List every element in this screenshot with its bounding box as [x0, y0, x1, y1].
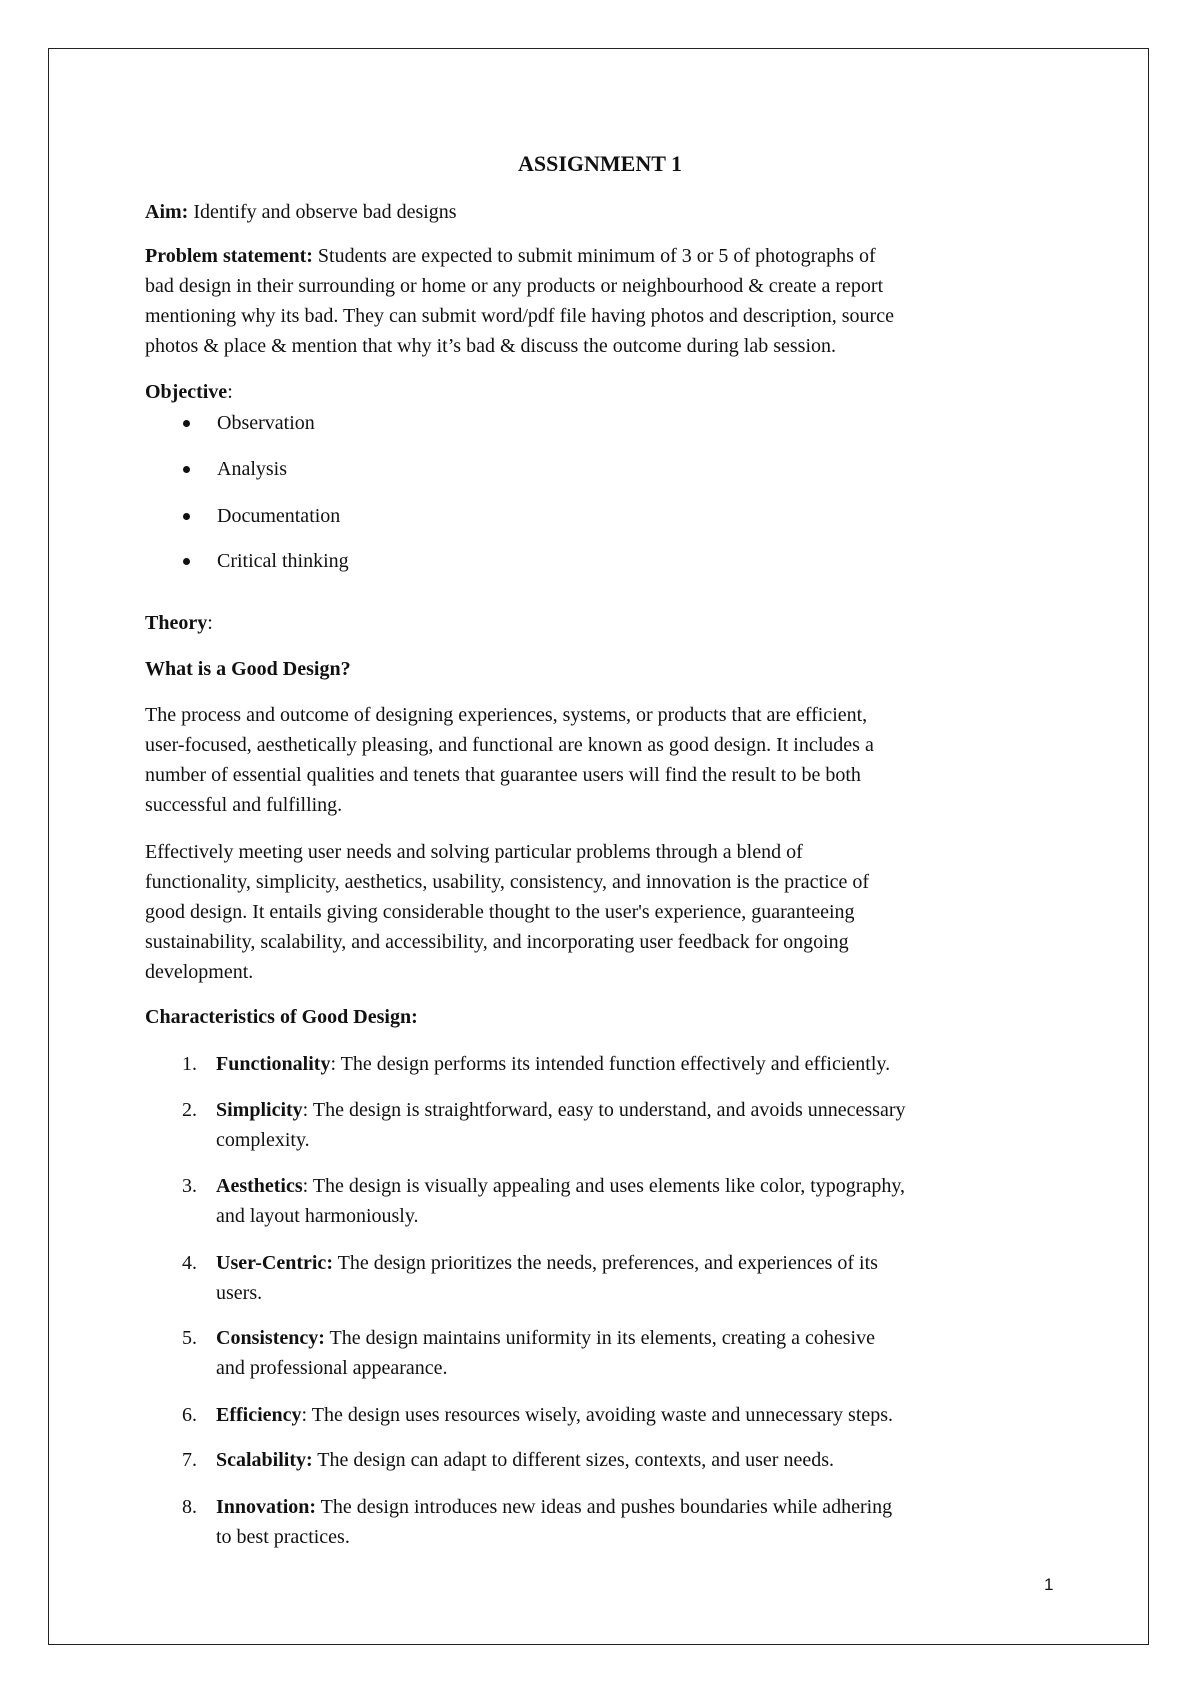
- theory-colon: :: [207, 612, 213, 634]
- paragraph-line: development.: [145, 961, 254, 983]
- item-text: users.: [216, 1282, 263, 1304]
- item-term: Simplicity: [216, 1099, 303, 1121]
- theory-heading: [145, 608, 213, 638]
- item-number: 3.: [182, 1175, 197, 1197]
- item-number: 8.: [182, 1496, 197, 1518]
- item-number: 7.: [182, 1449, 197, 1471]
- bullet-icon: [183, 466, 190, 473]
- theory-label: Theory: [145, 612, 208, 634]
- bullet-icon: [183, 420, 190, 427]
- item-text: The design introduces new ideas and pushes boundaries while adhering: [316, 1496, 893, 1518]
- item-number: 4.: [182, 1252, 197, 1274]
- characteristics-heading-text: Characteristics of Good Design:: [145, 1006, 418, 1028]
- paragraph-line: functionality, simplicity, aesthetics, usability, consistency, and innovation is the practice of: [145, 871, 870, 893]
- item-text: : The design is straightforward, easy to understand, and avoids unnecessary: [302, 1099, 906, 1121]
- objective-label: Objective: [145, 381, 228, 403]
- item-number: 2.: [182, 1099, 197, 1121]
- problem-label: Problem statement:: [145, 245, 313, 267]
- item-text: The design prioritizes the needs, preferences, and experiences of its: [332, 1252, 878, 1274]
- item-term: Innovation:: [216, 1496, 317, 1518]
- paragraph-line: successful and fulfilling.: [145, 794, 343, 816]
- item-text: : The design uses resources wisely, avoiding waste and unnecessary steps.: [301, 1404, 894, 1426]
- problem-line: bad design in their surrounding or home or any products or neighbourhood & create a report: [145, 275, 884, 297]
- item-number: 1.: [182, 1053, 197, 1075]
- characteristics-heading: [145, 1002, 418, 1032]
- good-design-heading-text: What is a Good Design?: [145, 658, 351, 680]
- paragraph-line: user-focused, aesthetically pleasing, and functional are known as good design. It includes a: [145, 734, 874, 756]
- objective-colon: :: [227, 381, 233, 403]
- item-term: Aesthetics: [216, 1175, 303, 1197]
- problem-line: Students are expected to submit minimum of 3 or 5 of photographs of: [312, 245, 876, 267]
- bullet-text: Documentation: [217, 505, 341, 527]
- good-design-heading: [145, 654, 351, 684]
- item-text: complexity.: [216, 1129, 310, 1151]
- paragraph-line: The process and outcome of designing experiences, systems, or products that are efficient,: [145, 704, 868, 726]
- paragraph-line: good design. It entails giving considerable thought to the user's experience, guaranteeing: [145, 901, 855, 923]
- item-text: and layout harmoniously.: [216, 1205, 419, 1227]
- bullet-icon: [183, 558, 190, 565]
- item-text: and professional appearance.: [216, 1357, 448, 1379]
- paragraph-line: Effectively meeting user needs and solving particular problems through a blend of: [145, 841, 803, 863]
- item-number: 6.: [182, 1404, 197, 1426]
- bullet-text: Observation: [217, 412, 315, 434]
- document-title: ASSIGNMENT 1: [517, 151, 683, 176]
- item-term: Functionality: [216, 1053, 331, 1075]
- item-text: : The design performs its intended function effectively and efficiently.: [330, 1053, 891, 1075]
- paragraph-line: sustainability, scalability, and accessibility, and incorporating user feedback for ongoing: [145, 931, 849, 953]
- item-term: Scalability:: [216, 1449, 313, 1471]
- item-text: : The design is visually appealing and uses elements like color, typography,: [302, 1175, 906, 1197]
- item-term: Consistency:: [216, 1327, 325, 1349]
- aim-line: [145, 197, 457, 227]
- aim-text: Identify and observe bad designs: [188, 201, 457, 223]
- bullet-text: Analysis: [217, 458, 287, 480]
- page-number: 1: [1044, 1575, 1054, 1594]
- item-text: The design maintains uniformity in its elements, creating a cohesive: [324, 1327, 875, 1349]
- item-text: to best practices.: [216, 1526, 350, 1548]
- aim-label: Aim:: [145, 201, 189, 223]
- problem-line: mentioning why its bad. They can submit word/pdf file having photos and description, source: [145, 305, 894, 327]
- paragraph-2: [145, 837, 869, 987]
- problem-statement: [145, 241, 894, 361]
- item-number: 5.: [182, 1327, 197, 1349]
- item-term: Efficiency: [216, 1404, 302, 1426]
- problem-line: photos & place & mention that why it’s bad & discuss the outcome during lab session.: [145, 335, 837, 357]
- paragraph-1: [145, 700, 874, 820]
- item-term: User-Centric:: [216, 1252, 333, 1274]
- item-text: The design can adapt to different sizes, contexts, and user needs.: [312, 1449, 834, 1471]
- paragraph-line: number of essential qualities and tenets that guarantee users will find the result to be both: [145, 764, 861, 786]
- bullet-text: Critical thinking: [217, 550, 349, 572]
- objective-heading: [145, 377, 233, 407]
- bullet-icon: [183, 513, 190, 520]
